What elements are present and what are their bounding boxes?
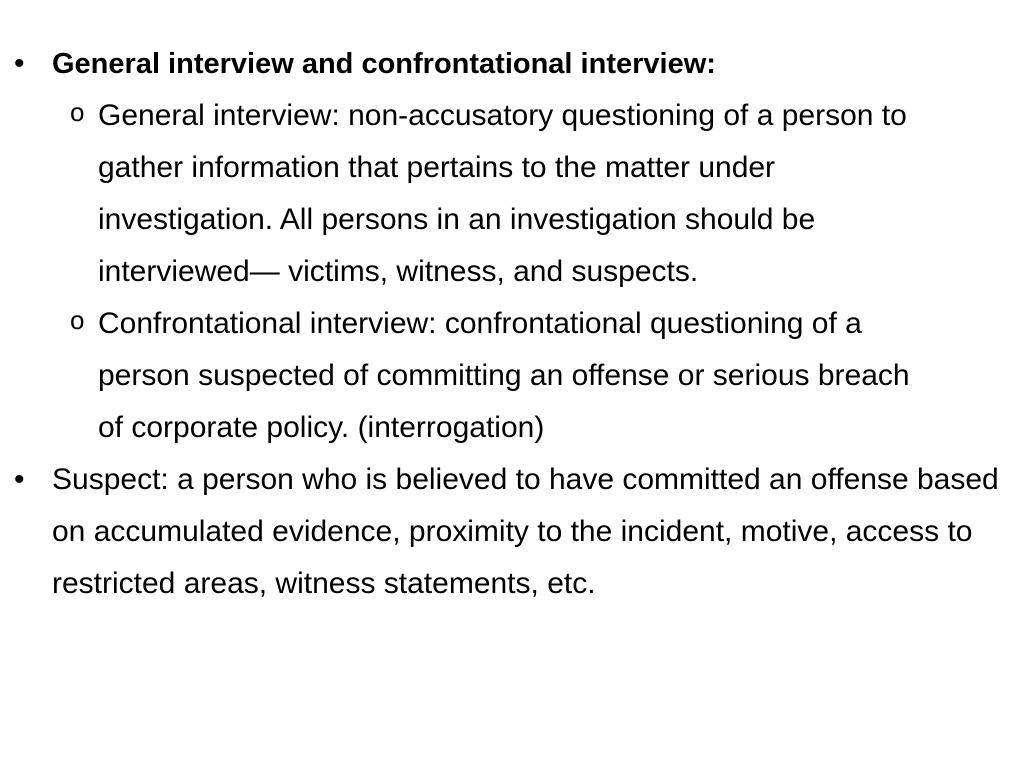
bullet-item-suspect (14, 454, 1004, 610)
bullet-heading: General interview and confrontational interview: (52, 48, 716, 80)
bullet-dot-icon: • (14, 463, 25, 496)
sub-bullet-circle-icon: o (70, 305, 85, 335)
sub-bullet-list (52, 90, 1004, 454)
bullet-dot-icon: • (14, 47, 25, 80)
bullet-text: Suspect: a person who is believed to have committed an offense based on accumulated evidence, proximity to the incident, motive, access to restricted areas, witness statements, etc. (52, 463, 999, 600)
bullet-item-interview-types (14, 38, 1004, 454)
sub-bullet-confrontational-interview (52, 298, 918, 454)
sub-bullet-text: Confrontational interview: confrontational questioning of a person suspected of committing an offense or serious breach of corporate policy. (interrogation) (98, 307, 910, 444)
sub-bullet-general-interview (52, 90, 918, 298)
bullet-list (14, 38, 1004, 610)
sub-bullet-text: General interview: non-accusatory questioning of a person to gather information that pertains to the matter under investigation. All persons in an investigation should be interviewed— victims, witness, and suspects. (98, 99, 907, 288)
sub-bullet-circle-icon: o (70, 97, 85, 127)
